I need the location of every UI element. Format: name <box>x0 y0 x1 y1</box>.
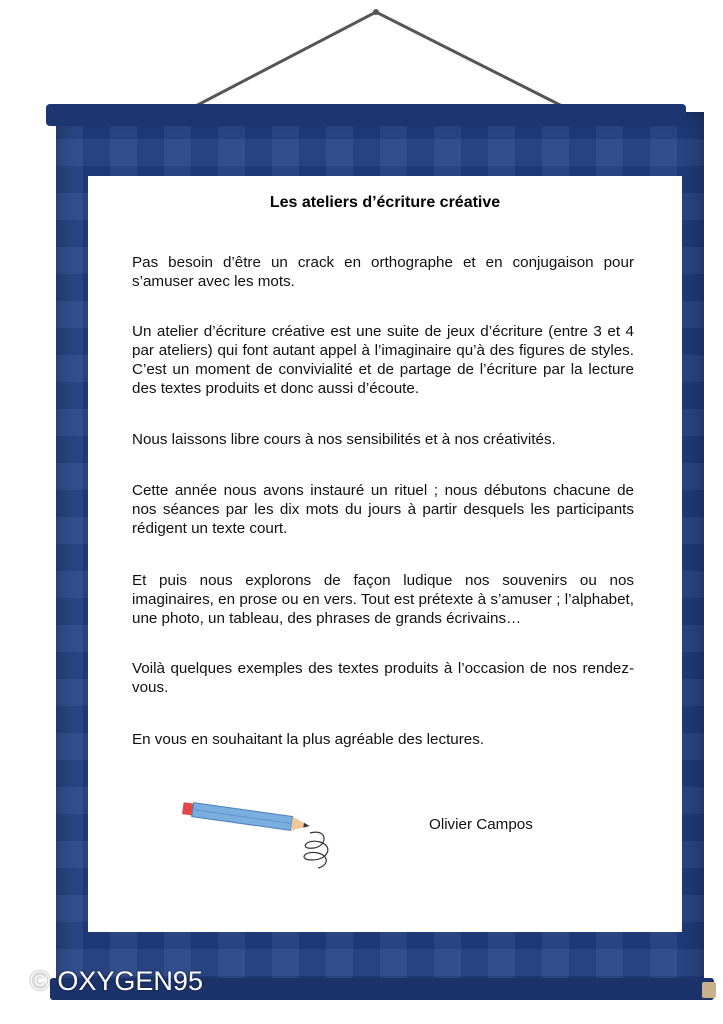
paragraph-1: Pas besoin d’être un crack en orthographe et en conjugaison pour s’amuser avec les mots. <box>132 254 634 290</box>
paragraph-5: Et puis nous explorons de façon ludique nos souvenirs ou nos imaginaires, en prose ou en vers. Tout est prétexte à s’amuser ; l’alphabet, une photo, un tableau, des phrases de grands écrivains… <box>132 572 634 627</box>
paragraph-7: En vous en souhaitant la plus agréable des lectures. <box>132 731 485 748</box>
banner-rod-cap <box>702 982 716 998</box>
document-page <box>88 176 682 932</box>
banner-top-rod <box>46 104 686 126</box>
paragraph-4: Cette année nous avons instauré un rituel ; nous débutons chacune de nos séances par les dix mots du jours à partir desquels les participants rédigent un texte court. <box>132 482 634 537</box>
paragraph-6: Voilà quelques exemples des textes produits à l’occasion de nos rendez-vous. <box>132 660 634 696</box>
paragraph-3: Nous laissons libre cours à nos sensibilités et à nos créativités. <box>132 431 556 448</box>
document-title: Les ateliers d’écriture créative <box>269 194 501 211</box>
paragraph-2: Un atelier d’écriture créative est une suite de jeux d’écriture (entre 3 et 4 par ateliers) qui font autant appel à l’imaginaire qu’à des figures de styles. C’est un moment de convivialité et de partage de l’écriture par la lecture des textes produits et donc aussi d’écoute. <box>132 323 634 397</box>
signature: Olivier Campos <box>429 816 533 833</box>
pencil-icon <box>178 798 348 873</box>
copyright-watermark: © OXYGEN95 <box>30 966 203 996</box>
